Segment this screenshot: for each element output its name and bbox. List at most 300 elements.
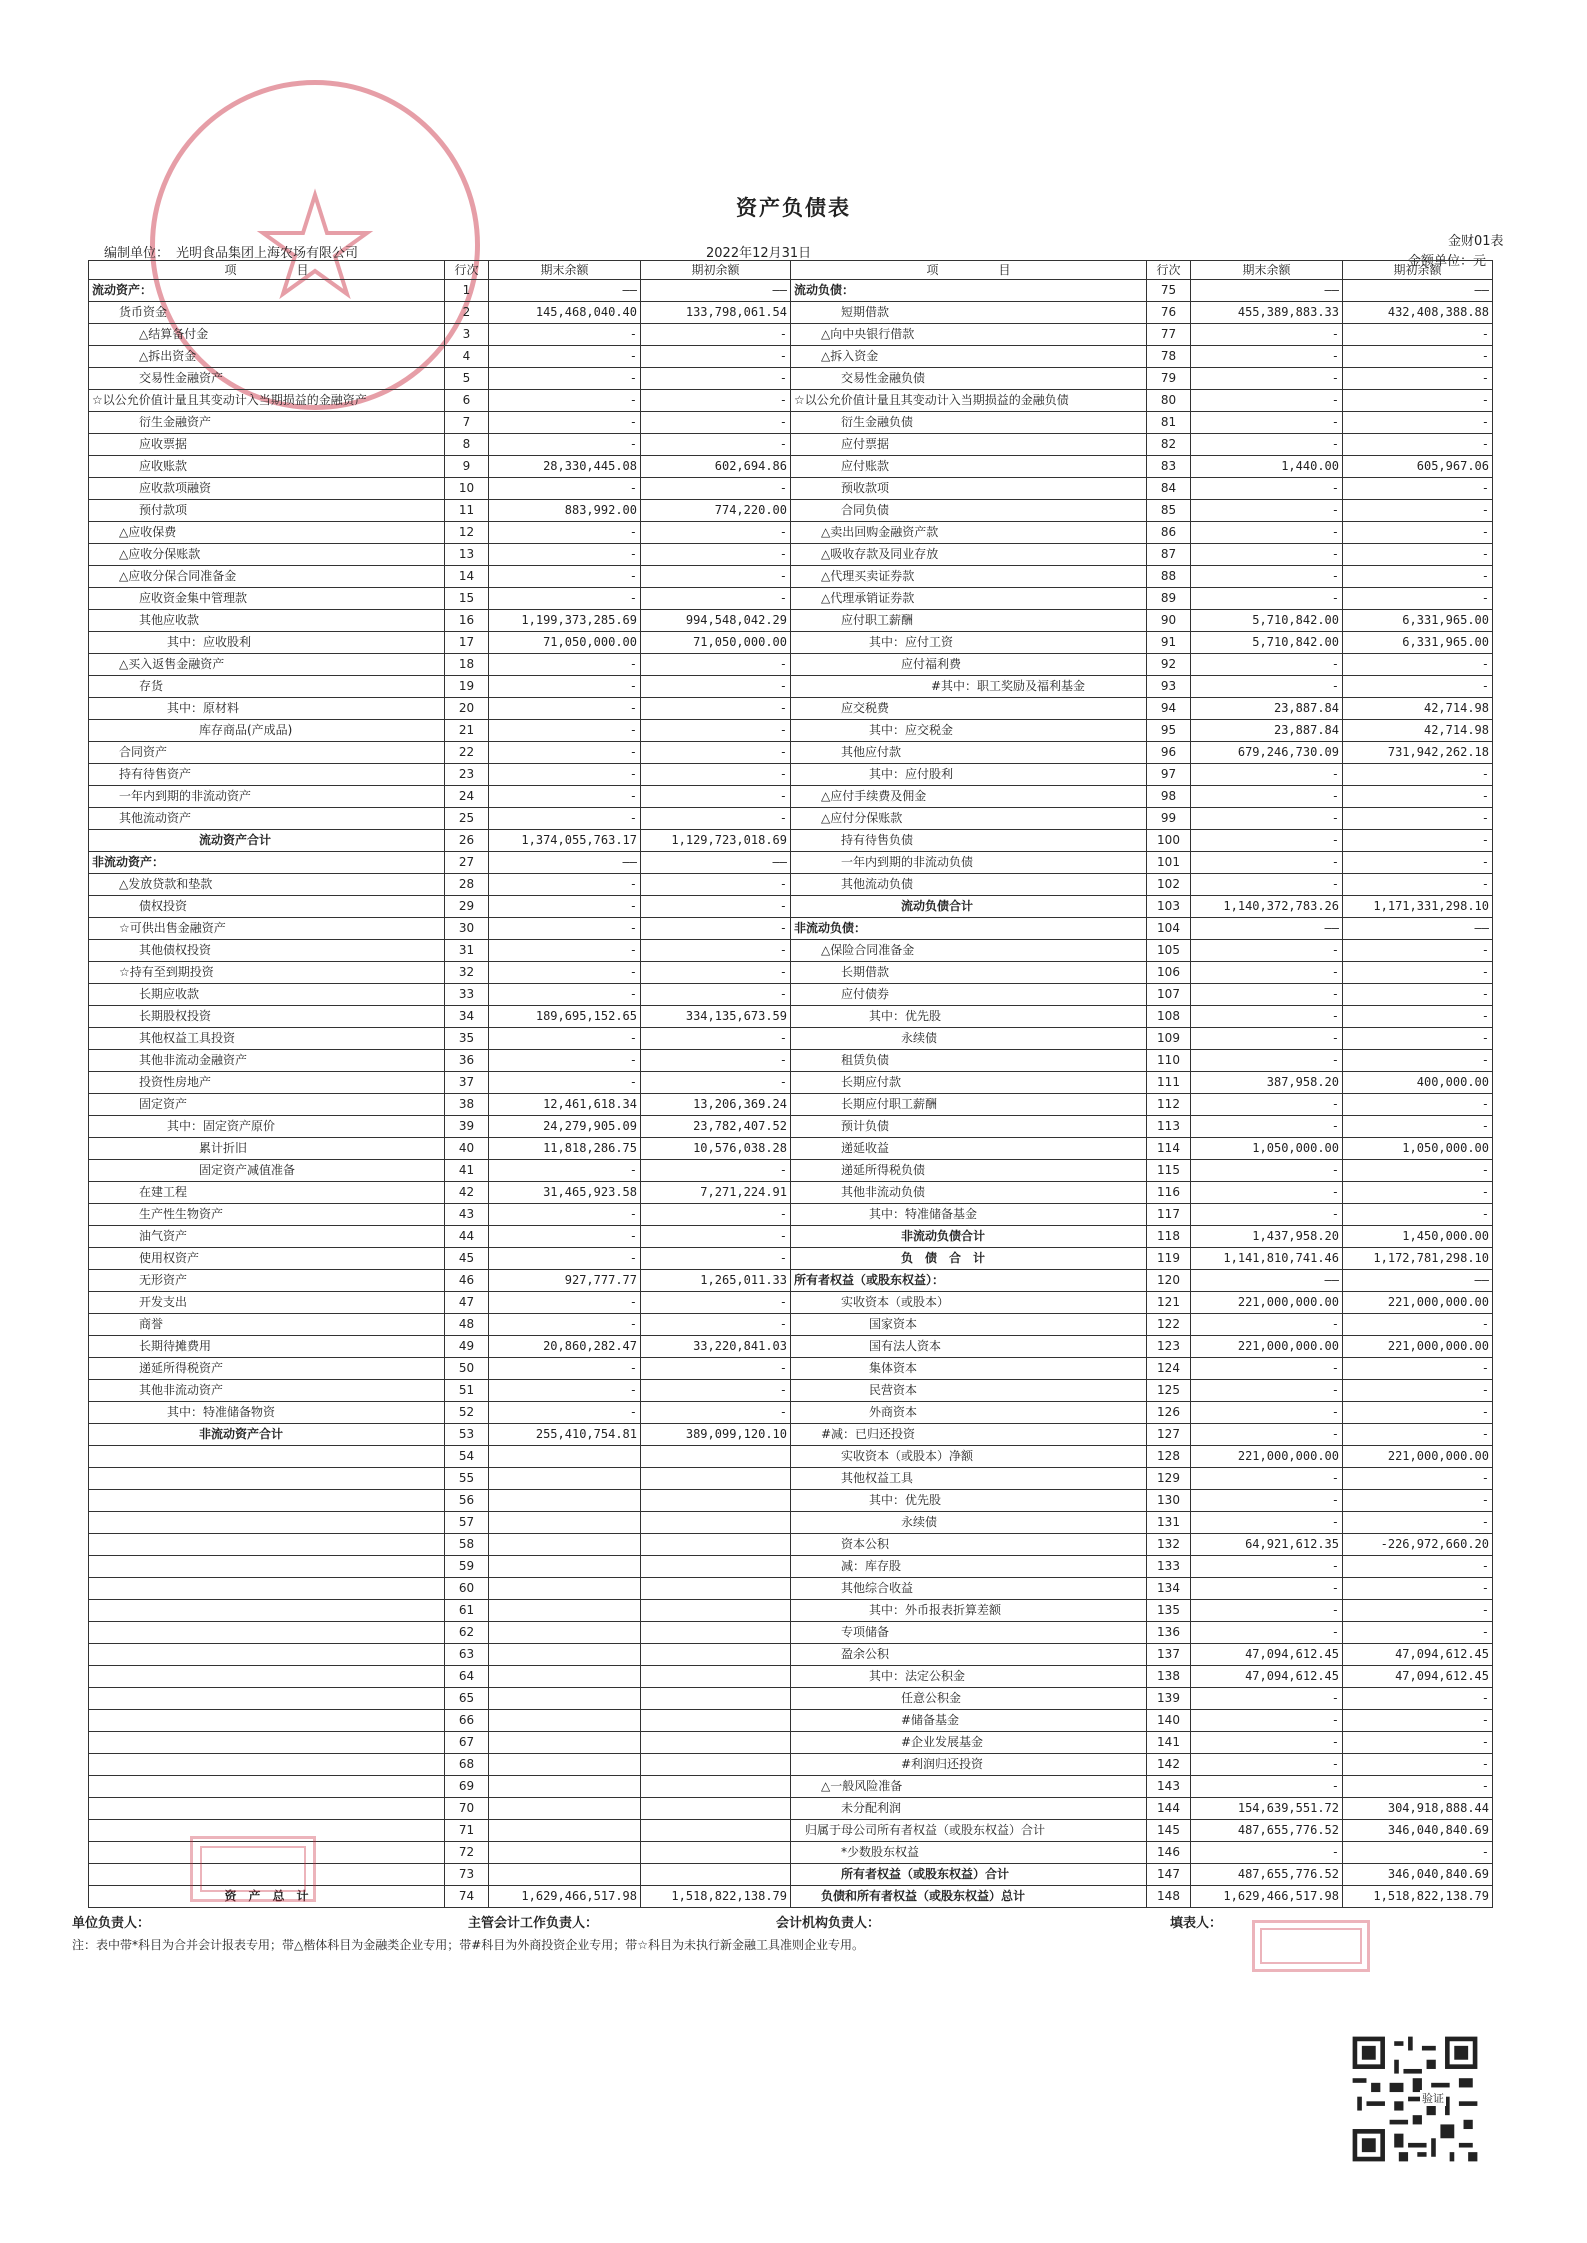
asset-item [89, 1710, 445, 1732]
begin-balance: - [641, 412, 791, 434]
end-balance: - [489, 1314, 641, 1336]
table-row [89, 412, 1493, 434]
begin-balance: - [1343, 1556, 1493, 1578]
end-balance: - [1191, 1732, 1343, 1754]
table-row [89, 1754, 1493, 1776]
line-number: 109 [1147, 1028, 1191, 1050]
line-number: 86 [1147, 522, 1191, 544]
begin-balance [641, 1644, 791, 1666]
begin-balance: - [1343, 1358, 1493, 1380]
begin-balance: - [641, 522, 791, 544]
begin-balance: 10,576,038.28 [641, 1138, 791, 1160]
table-row [89, 346, 1493, 368]
end-balance: - [1191, 1490, 1343, 1512]
header-end: 期末余额 [489, 261, 641, 280]
end-balance: —— [489, 852, 641, 874]
begin-balance [641, 1622, 791, 1644]
line-number: 13 [445, 544, 489, 566]
begin-balance [641, 1446, 791, 1468]
balance-sheet-body [89, 280, 1493, 1908]
begin-balance: - [641, 676, 791, 698]
begin-balance: 47,094,612.45 [1343, 1666, 1493, 1688]
begin-balance: - [641, 566, 791, 588]
asset-item: 流动资产合计 [89, 830, 445, 852]
line-number: 59 [445, 1556, 489, 1578]
begin-balance: - [1343, 1182, 1493, 1204]
liability-item: △拆入资金 [791, 346, 1147, 368]
end-balance: 221,000,000.00 [1191, 1446, 1343, 1468]
begin-balance: - [1343, 1380, 1493, 1402]
line-number: 121 [1147, 1292, 1191, 1314]
end-balance: - [1191, 346, 1343, 368]
table-row [89, 1402, 1493, 1424]
line-number: 91 [1147, 632, 1191, 654]
liability-item: 实收资本（或股本） [791, 1292, 1147, 1314]
report-title: 资产负债表 [736, 196, 851, 220]
begin-balance: 33,220,841.03 [641, 1336, 791, 1358]
end-balance: - [489, 676, 641, 698]
begin-balance: 774,220.00 [641, 500, 791, 522]
liability-item: 国有法人资本 [791, 1336, 1147, 1358]
line-number: 19 [445, 676, 489, 698]
begin-balance: 221,000,000.00 [1343, 1336, 1493, 1358]
end-balance: 883,992.00 [489, 500, 641, 522]
table-row [89, 742, 1493, 764]
line-number: 147 [1147, 1864, 1191, 1886]
begin-balance: - [1343, 1028, 1493, 1050]
line-number: 131 [1147, 1512, 1191, 1534]
end-balance [489, 1710, 641, 1732]
end-balance: - [1191, 522, 1343, 544]
begin-balance: - [641, 940, 791, 962]
line-number: 30 [445, 918, 489, 940]
line-number: 16 [445, 610, 489, 632]
table-row [89, 1512, 1493, 1534]
line-number: 10 [445, 478, 489, 500]
begin-balance: - [1343, 522, 1493, 544]
begin-balance: - [1343, 1732, 1493, 1754]
line-number: 28 [445, 874, 489, 896]
line-number: 55 [445, 1468, 489, 1490]
form-code: 金财01表 [1448, 234, 1504, 249]
liability-item: 递延收益 [791, 1138, 1147, 1160]
table-row [89, 1094, 1493, 1116]
end-balance: - [489, 478, 641, 500]
asset-item: 开发支出 [89, 1292, 445, 1314]
line-number: 106 [1147, 962, 1191, 984]
liability-item: 流动负债合计 [791, 896, 1147, 918]
liability-item: 所有者权益（或股东权益）： [791, 1270, 1147, 1292]
end-balance: —— [489, 280, 641, 302]
asset-item: 固定资产减值准备 [89, 1160, 445, 1182]
line-number: 42 [445, 1182, 489, 1204]
end-balance: 221,000,000.00 [1191, 1336, 1343, 1358]
line-number: 138 [1147, 1666, 1191, 1688]
line-number: 24 [445, 786, 489, 808]
begin-balance: - [641, 984, 791, 1006]
asset-item: △拆出资金 [89, 346, 445, 368]
end-balance: - [489, 390, 641, 412]
begin-balance [641, 1578, 791, 1600]
end-balance: - [489, 434, 641, 456]
asset-item: 长期应收款 [89, 984, 445, 1006]
footer-accounting-head: 主管会计工作负责人： [468, 1916, 599, 1931]
begin-balance: - [641, 786, 791, 808]
line-number: 60 [445, 1578, 489, 1600]
end-balance: 5,710,842.00 [1191, 610, 1343, 632]
liability-item: 资本公积 [791, 1534, 1147, 1556]
line-number: 144 [1147, 1798, 1191, 1820]
end-balance: - [489, 566, 641, 588]
line-number: 57 [445, 1512, 489, 1534]
end-balance [489, 1622, 641, 1644]
end-balance: - [489, 962, 641, 984]
end-balance: - [1191, 390, 1343, 412]
table-row [89, 984, 1493, 1006]
table-row [89, 1688, 1493, 1710]
personal-seal-left [190, 1836, 316, 1902]
begin-balance: 602,694.86 [641, 456, 791, 478]
table-row [89, 1622, 1493, 1644]
table-row [89, 544, 1493, 566]
line-number: 90 [1147, 610, 1191, 632]
end-balance: - [489, 1402, 641, 1424]
begin-balance: - [1343, 324, 1493, 346]
end-balance: - [1191, 764, 1343, 786]
begin-balance: - [1343, 1402, 1493, 1424]
liability-item: 持有待售负债 [791, 830, 1147, 852]
begin-balance: - [1343, 786, 1493, 808]
begin-balance [641, 1820, 791, 1842]
begin-balance: 47,094,612.45 [1343, 1644, 1493, 1666]
begin-balance: 994,548,042.29 [641, 610, 791, 632]
table-row [89, 478, 1493, 500]
line-number: 33 [445, 984, 489, 1006]
line-number: 43 [445, 1204, 489, 1226]
end-balance [489, 1468, 641, 1490]
end-balance [489, 1798, 641, 1820]
end-balance [489, 1820, 641, 1842]
liability-item: 递延所得税负债 [791, 1160, 1147, 1182]
begin-balance: - [641, 346, 791, 368]
asset-item: 其他流动资产 [89, 808, 445, 830]
end-balance: 1,629,466,517.98 [1191, 1886, 1343, 1908]
end-balance: - [489, 412, 641, 434]
line-number: 134 [1147, 1578, 1191, 1600]
asset-item [89, 1578, 445, 1600]
begin-balance: - [641, 1072, 791, 1094]
liability-item: #企业发展基金 [791, 1732, 1147, 1754]
begin-balance: - [1343, 434, 1493, 456]
asset-item [89, 1556, 445, 1578]
end-balance: 1,140,372,783.26 [1191, 896, 1343, 918]
liability-item: 长期应付款 [791, 1072, 1147, 1094]
table-row [89, 1160, 1493, 1182]
line-number: 51 [445, 1380, 489, 1402]
asset-item [89, 1776, 445, 1798]
asset-item [89, 1512, 445, 1534]
begin-balance: - [641, 478, 791, 500]
begin-balance [641, 1842, 791, 1864]
asset-item: 合同资产 [89, 742, 445, 764]
end-balance: - [1191, 1600, 1343, 1622]
begin-balance: - [641, 1204, 791, 1226]
table-row [89, 1116, 1493, 1138]
end-balance: 23,887.84 [1191, 720, 1343, 742]
header-line: 行次 [1147, 261, 1191, 280]
asset-item: 其他非流动金融资产 [89, 1050, 445, 1072]
begin-balance: - [1343, 1754, 1493, 1776]
entity-name: 光明食品集团上海农场有限公司 [176, 246, 359, 261]
begin-balance: - [641, 1028, 791, 1050]
line-number: 49 [445, 1336, 489, 1358]
asset-item: 一年内到期的非流动资产 [89, 786, 445, 808]
begin-balance [641, 1754, 791, 1776]
end-balance: —— [1191, 280, 1343, 302]
line-number: 135 [1147, 1600, 1191, 1622]
begin-balance: - [1343, 1622, 1493, 1644]
end-balance: - [489, 896, 641, 918]
liability-item: 永续债 [791, 1512, 1147, 1534]
liability-item: △一般风险准备 [791, 1776, 1147, 1798]
asset-item: ☆持有至到期投资 [89, 962, 445, 984]
end-balance: - [1191, 1160, 1343, 1182]
table-row [89, 1490, 1493, 1512]
footnote: 注：表中带*科目为合并会计报表专用；带△楷体科目为金融类企业专用；带#科目为外商投资企业专用；带☆科目为未执行新金融工具准则企业专用。 [72, 1938, 865, 1952]
line-number: 56 [445, 1490, 489, 1512]
end-balance: - [489, 368, 641, 390]
liability-item: 减：库存股 [791, 1556, 1147, 1578]
begin-balance: 71,050,000.00 [641, 632, 791, 654]
begin-balance: - [1343, 676, 1493, 698]
table-row [89, 1138, 1493, 1160]
line-number: 95 [1147, 720, 1191, 742]
end-balance: - [489, 346, 641, 368]
table-row [89, 500, 1493, 522]
begin-balance: - [641, 1248, 791, 1270]
begin-balance: - [1343, 1050, 1493, 1072]
line-number: 58 [445, 1534, 489, 1556]
table-header-row [89, 261, 1493, 280]
begin-balance: - [1343, 346, 1493, 368]
line-number: 132 [1147, 1534, 1191, 1556]
begin-balance: 346,040,840.69 [1343, 1864, 1493, 1886]
asset-item: 应收账款 [89, 456, 445, 478]
begin-balance: - [1343, 390, 1493, 412]
footer-unit-head: 单位负责人： [72, 1916, 151, 1931]
asset-item [89, 1732, 445, 1754]
end-balance: 64,921,612.35 [1191, 1534, 1343, 1556]
table-row [89, 1710, 1493, 1732]
line-number: 3 [445, 324, 489, 346]
end-balance: 387,958.20 [1191, 1072, 1343, 1094]
table-row [89, 874, 1493, 896]
liability-item: 其中：优先股 [791, 1006, 1147, 1028]
liability-item: 非流动负债： [791, 918, 1147, 940]
end-balance: - [489, 1380, 641, 1402]
table-row [89, 434, 1493, 456]
asset-item: 其他权益工具投资 [89, 1028, 445, 1050]
begin-balance: - [641, 654, 791, 676]
liability-item: 永续债 [791, 1028, 1147, 1050]
line-number: 34 [445, 1006, 489, 1028]
begin-balance: 432,408,388.88 [1343, 302, 1493, 324]
asset-item: 非流动资产合计 [89, 1424, 445, 1446]
table-row [89, 1314, 1493, 1336]
line-number: 100 [1147, 830, 1191, 852]
asset-item [89, 1666, 445, 1688]
liability-item: 其他非流动负债 [791, 1182, 1147, 1204]
liability-item: 应付福利费 [791, 654, 1147, 676]
end-balance: 23,887.84 [1191, 698, 1343, 720]
line-number: 108 [1147, 1006, 1191, 1028]
liability-item: 任意公积金 [791, 1688, 1147, 1710]
liability-item: 应付账款 [791, 456, 1147, 478]
begin-balance: - [1343, 1468, 1493, 1490]
begin-balance: - [641, 1226, 791, 1248]
line-number: 101 [1147, 852, 1191, 874]
begin-balance: 400,000.00 [1343, 1072, 1493, 1094]
end-balance [489, 1666, 641, 1688]
asset-item: 货币资金 [89, 302, 445, 324]
table-row [89, 1732, 1493, 1754]
line-number: 63 [445, 1644, 489, 1666]
begin-balance: 1,050,000.00 [1343, 1138, 1493, 1160]
line-number: 107 [1147, 984, 1191, 1006]
end-balance: - [489, 1028, 641, 1050]
line-number: 142 [1147, 1754, 1191, 1776]
end-balance: —— [1191, 918, 1343, 940]
asset-item [89, 1534, 445, 1556]
line-number: 141 [1147, 1732, 1191, 1754]
asset-item: 其中：固定资产原价 [89, 1116, 445, 1138]
liability-item: △卖出回购金融资产款 [791, 522, 1147, 544]
line-number: 15 [445, 588, 489, 610]
end-balance: - [489, 808, 641, 830]
line-number: 50 [445, 1358, 489, 1380]
end-balance: - [489, 786, 641, 808]
end-balance: - [1191, 874, 1343, 896]
table-row [89, 280, 1493, 302]
line-number: 23 [445, 764, 489, 786]
end-balance: 679,246,730.09 [1191, 742, 1343, 764]
end-balance: 1,440.00 [1191, 456, 1343, 478]
begin-balance: - [1343, 1424, 1493, 1446]
end-balance: - [489, 588, 641, 610]
line-number: 39 [445, 1116, 489, 1138]
liability-item: 预计负债 [791, 1116, 1147, 1138]
line-number: 130 [1147, 1490, 1191, 1512]
table-row [89, 1204, 1493, 1226]
table-row [89, 764, 1493, 786]
header-item: 项 目 [791, 261, 1147, 280]
line-number: 72 [445, 1842, 489, 1864]
line-number: 126 [1147, 1402, 1191, 1424]
liability-item: 盈余公积 [791, 1644, 1147, 1666]
line-number: 11 [445, 500, 489, 522]
end-balance: - [1191, 1512, 1343, 1534]
end-balance: - [1191, 1314, 1343, 1336]
line-number: 44 [445, 1226, 489, 1248]
line-number: 116 [1147, 1182, 1191, 1204]
end-balance: 145,468,040.40 [489, 302, 641, 324]
begin-balance: 42,714.98 [1343, 698, 1493, 720]
table-row [89, 1182, 1493, 1204]
begin-balance [641, 1556, 791, 1578]
asset-item [89, 1754, 445, 1776]
begin-balance: - [1343, 1314, 1493, 1336]
line-number: 133 [1147, 1556, 1191, 1578]
begin-balance: - [1343, 1094, 1493, 1116]
asset-item: 应收款项融资 [89, 478, 445, 500]
asset-item: 衍生金融资产 [89, 412, 445, 434]
begin-balance: - [1343, 1204, 1493, 1226]
end-balance: - [1191, 500, 1343, 522]
begin-balance [641, 1710, 791, 1732]
end-balance: - [1191, 852, 1343, 874]
line-number: 8 [445, 434, 489, 456]
begin-balance: - [1343, 852, 1493, 874]
asset-item: 投资性房地产 [89, 1072, 445, 1094]
begin-balance: - [1343, 544, 1493, 566]
begin-balance: - [1343, 654, 1493, 676]
begin-balance: 42,714.98 [1343, 720, 1493, 742]
begin-balance: - [641, 390, 791, 412]
line-number: 92 [1147, 654, 1191, 676]
liability-item: 归属于母公司所有者权益（或股东权益）合计 [791, 1820, 1147, 1842]
liability-item: #其中：职工奖励及福利基金 [791, 676, 1147, 698]
table-row [89, 1798, 1493, 1820]
line-number: 148 [1147, 1886, 1191, 1908]
begin-balance: - [1343, 500, 1493, 522]
line-number: 46 [445, 1270, 489, 1292]
begin-balance: 1,171,331,298.10 [1343, 896, 1493, 918]
line-number: 143 [1147, 1776, 1191, 1798]
line-number: 98 [1147, 786, 1191, 808]
begin-balance: - [641, 434, 791, 456]
line-number: 117 [1147, 1204, 1191, 1226]
asset-item: 固定资产 [89, 1094, 445, 1116]
asset-item [89, 1600, 445, 1622]
table-row [89, 1468, 1493, 1490]
line-number: 123 [1147, 1336, 1191, 1358]
begin-balance: 346,040,840.69 [1343, 1820, 1493, 1842]
end-balance: 20,860,282.47 [489, 1336, 641, 1358]
footer-preparer: 填表人： [1170, 1916, 1223, 1931]
end-balance [489, 1644, 641, 1666]
begin-balance: 133,798,061.54 [641, 302, 791, 324]
liability-item: 专项储备 [791, 1622, 1147, 1644]
end-balance: 1,629,466,517.98 [489, 1886, 641, 1908]
line-number: 77 [1147, 324, 1191, 346]
end-balance [489, 1754, 641, 1776]
table-row [89, 698, 1493, 720]
asset-item: 存货 [89, 676, 445, 698]
end-balance: 189,695,152.65 [489, 1006, 641, 1028]
table-row [89, 1028, 1493, 1050]
line-number: 17 [445, 632, 489, 654]
begin-balance: 1,450,000.00 [1343, 1226, 1493, 1248]
line-number: 119 [1147, 1248, 1191, 1270]
line-number: 115 [1147, 1160, 1191, 1182]
end-balance [489, 1578, 641, 1600]
begin-balance: - [1343, 1842, 1493, 1864]
begin-balance: —— [641, 280, 791, 302]
liability-item: 其中：特准储备基金 [791, 1204, 1147, 1226]
begin-balance: - [641, 720, 791, 742]
line-number: 2 [445, 302, 489, 324]
begin-balance: -226,972,660.20 [1343, 1534, 1493, 1556]
